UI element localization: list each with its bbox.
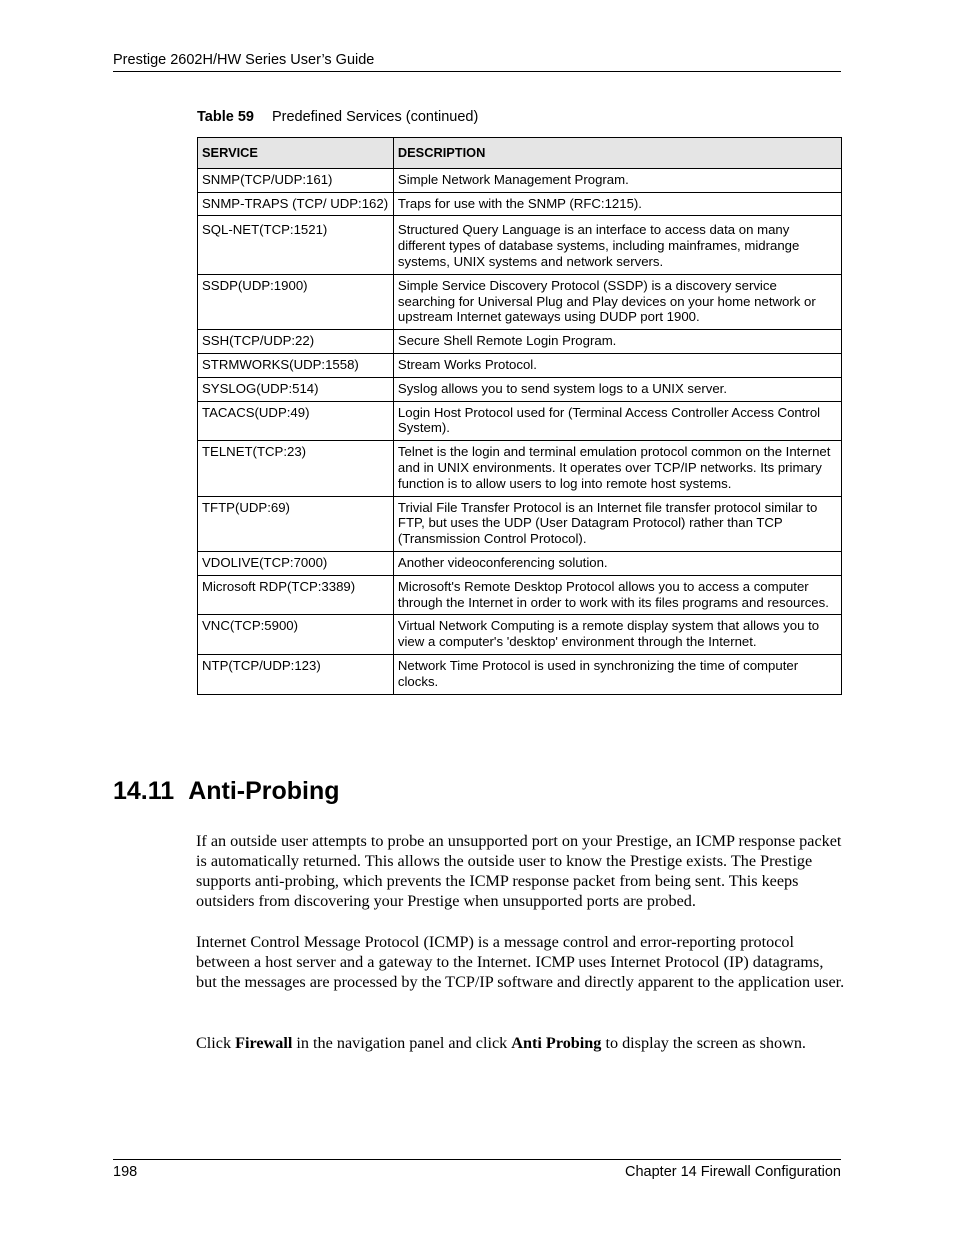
service-cell: SSDP(UDP:1900) bbox=[198, 274, 394, 329]
description-cell: Network Time Protocol is used in synchronizing the time of computer clocks. bbox=[393, 654, 841, 694]
service-cell: TFTP(UDP:69) bbox=[198, 496, 394, 551]
table-row bbox=[198, 192, 842, 216]
instruction-text: Click bbox=[196, 1034, 236, 1052]
service-cell: SQL-NET(TCP:1521) bbox=[198, 216, 394, 274]
section-title: Anti-Probing bbox=[188, 777, 340, 805]
instruction-text: in the navigation panel and click bbox=[292, 1034, 512, 1052]
table-row bbox=[198, 654, 842, 694]
service-cell: NTP(TCP/UDP:123) bbox=[198, 654, 394, 694]
column-header-service: SERVICE bbox=[198, 138, 394, 169]
section-heading bbox=[113, 775, 340, 807]
table-caption-text: Predefined Services (continued) bbox=[271, 109, 479, 125]
service-cell: TELNET(TCP:23) bbox=[198, 441, 394, 496]
page-header bbox=[113, 51, 841, 72]
description-cell: Simple Service Discovery Protocol (SSDP) is a discovery service searching for Universal Plug and Play devices on your home network or upstream Internet gateways using DUDP port 1900. bbox=[393, 274, 841, 329]
table-row bbox=[198, 274, 842, 329]
service-cell: SNMP(TCP/UDP:161) bbox=[198, 168, 394, 192]
guide-title: Prestige 2602H/HW Series User’s Guide bbox=[113, 52, 375, 68]
service-cell: VNC(TCP:5900) bbox=[198, 615, 394, 655]
table-row bbox=[198, 441, 842, 496]
page-number: 198 bbox=[113, 1164, 138, 1180]
service-cell: SSH(TCP/UDP:22) bbox=[198, 330, 394, 354]
table-row bbox=[198, 496, 842, 551]
description-cell: Simple Network Management Program. bbox=[393, 168, 841, 192]
paragraph-anti-probing-intro: If an outside user attempts to probe an unsupported port on your Prestige, an ICMP response packet is automatically returned. This allows the outside user to know the Prestige exists. The Prestige supports anti-probing, which prevents the ICMP response packet from being sent. This keeps outsiders from discovering your Prestige when unsupported ports are probed. bbox=[196, 832, 842, 910]
description-cell: Virtual Network Computing is a remote display system that allows you to view a computer's 'desktop' environment through the Internet. bbox=[393, 615, 841, 655]
description-cell: Telnet is the login and terminal emulation protocol common on the Internet and in UNIX environments. It operates over TCP/IP networks. Its primary function is to allow users to log into remote host systems. bbox=[393, 441, 841, 496]
description-cell: Traps for use with the SNMP (RFC:1215). bbox=[393, 192, 841, 216]
description-cell: Stream Works Protocol. bbox=[393, 353, 841, 377]
column-header-description: DESCRIPTION bbox=[393, 138, 841, 169]
anti-probing-menu-reference: Anti Probing bbox=[511, 1034, 602, 1052]
instruction-text: to display the screen as shown. bbox=[601, 1034, 806, 1052]
table-row bbox=[198, 615, 842, 655]
table-caption-label: Table 59 bbox=[197, 109, 254, 125]
chapter-title: Chapter 14 Firewall Configuration bbox=[625, 1164, 841, 1180]
table-row bbox=[198, 575, 842, 615]
service-cell: SYSLOG(UDP:514) bbox=[198, 377, 394, 401]
table-header-row bbox=[198, 138, 842, 169]
table-row bbox=[198, 353, 842, 377]
paragraph-navigation-instructions bbox=[196, 1033, 846, 1053]
section-number: 14.11 bbox=[113, 777, 175, 805]
service-cell: STRMWORKS(UDP:1558) bbox=[198, 353, 394, 377]
description-cell: Structured Query Language is an interface to access data on many different types of database systems, including mainframes, midrange systems, UNIX systems and network servers. bbox=[393, 216, 841, 274]
paragraph-icmp-description: Internet Control Message Protocol (ICMP) is a message control and error-reporting protocol between a host server and a gateway to the Internet. ICMP uses Internet Protocol (IP) datagrams, but the messages are processed by the TCP/IP software and directly apparent to the application user. bbox=[196, 933, 845, 991]
firewall-menu-reference: Firewall bbox=[235, 1034, 293, 1052]
service-cell: TACACS(UDP:49) bbox=[198, 401, 394, 441]
table-caption bbox=[197, 108, 478, 126]
table-row bbox=[198, 330, 842, 354]
description-cell: Syslog allows you to send system logs to a UNIX server. bbox=[393, 377, 841, 401]
service-cell: SNMP-TRAPS (TCP/ UDP:162) bbox=[198, 192, 394, 216]
service-cell: VDOLIVE(TCP:7000) bbox=[198, 551, 394, 575]
table-row bbox=[198, 377, 842, 401]
table-row bbox=[198, 216, 842, 274]
description-cell: Another videoconferencing solution. bbox=[393, 551, 841, 575]
description-cell: Secure Shell Remote Login Program. bbox=[393, 330, 841, 354]
description-cell: Trivial File Transfer Protocol is an Internet file transfer protocol similar to FTP, but uses the UDP (User Datagram Protocol) rather than TCP (Transmission Control Protocol). bbox=[393, 496, 841, 551]
predefined-services-table bbox=[197, 137, 842, 695]
table-row bbox=[198, 168, 842, 192]
page-footer bbox=[113, 1159, 841, 1181]
description-cell: Microsoft's Remote Desktop Protocol allows you to access a computer through the Internet in order to work with its files programs and resources. bbox=[393, 575, 841, 615]
service-cell: Microsoft RDP(TCP:3389) bbox=[198, 575, 394, 615]
table-row bbox=[198, 401, 842, 441]
table-row bbox=[198, 551, 842, 575]
description-cell: Login Host Protocol used for (Terminal Access Controller Access Control System). bbox=[393, 401, 841, 441]
